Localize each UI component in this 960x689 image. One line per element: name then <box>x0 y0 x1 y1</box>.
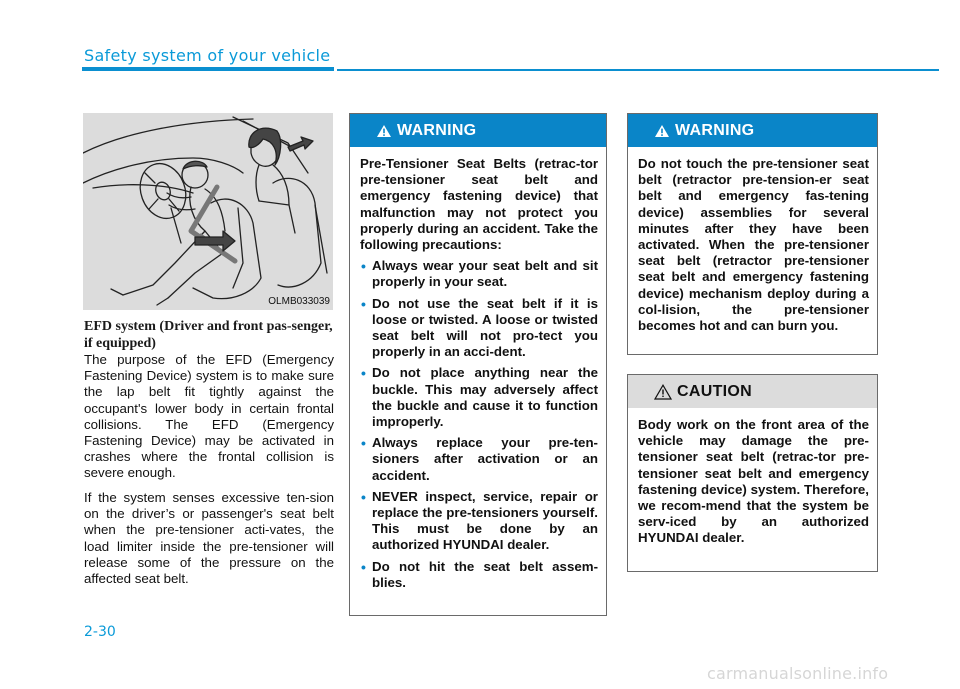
efd-illustration <box>83 113 333 310</box>
warning-intro-text: Pre-Tensioner Seat Belts (retrac-tor pre-tensioner seat belt and emergency fastening device) that malfunction may not protect you properly during an accident. Take the following precautions: <box>360 156 598 253</box>
caution-header <box>628 375 877 408</box>
watermark-text: carmanualsonline.info <box>707 664 889 683</box>
caution-triangle-icon <box>654 384 672 400</box>
warning-list-item: • Always replace your pre-ten-sioners after activation or an accident. <box>360 435 598 484</box>
warning-list-item: • Always wear your seat belt and sit properly in your seat. <box>360 258 598 290</box>
caution-box-body-work <box>627 374 878 572</box>
figure-code-label: OLMB033039 <box>268 296 330 307</box>
efd-paragraph-1: The purpose of the EFD (Emergency Fastening Device) system is to make sure the lap belt fit tightly against the occupant's lower body in certain frontal collisions. The EFD (Emergency Fastening Device) may be activated in crashes where the frontal collision is severe enough. <box>84 352 334 481</box>
car-interior-drawing <box>83 113 333 310</box>
efd-section-heading: EFD system (Driver and front pas-senger, if equipped) <box>84 319 333 351</box>
warning-label: WARNING <box>675 121 755 139</box>
warning-list-item: • Do not place anything near the buckle. This may adversely affect the buckle and cause it to function improperly. <box>360 365 598 430</box>
warning-list-item: • Do not use the seat belt if it is loose or twisted. A loose or twisted seat belt will not pro-tect you properly in an acci-dent. <box>360 296 598 361</box>
warning-triangle-icon <box>654 124 670 138</box>
efd-paragraph-2: If the system senses excessive ten-sion on the driver’s or passenger's seat belt when the pre-tensioner acti-vates, the load limiter inside the pre-tensioner will release some of the pressure on the affected seat belt. <box>84 490 334 587</box>
caution-body-text: Body work on the front area of the vehicle may damage the pre-tensioner seat belt (retrac-tor pre-tensioner seat belt and emergency fastening device) system. Therefore, we recom-mend that the system be serv-iced by an authorized HYUNDAI dealer. <box>638 417 869 546</box>
warning-box-hot-pretensioner <box>627 113 878 355</box>
header-rule-thin <box>337 69 939 71</box>
warning-list-item: • Do not hit the seat belt assem-blies. <box>360 559 598 591</box>
header-rule-thick <box>82 67 334 71</box>
page-number: 2-30 <box>84 624 116 640</box>
warning-box-pretensioner-precautions <box>349 113 607 616</box>
caution-label: CAUTION <box>677 382 752 400</box>
warning-triangle-icon <box>376 124 392 138</box>
warning-label: WARNING <box>397 121 477 139</box>
warning-list-item: • NEVER inspect, service, repair or replace the pre-tensioners yourself. This must be done by an authorized HYUNDAI dealer. <box>360 489 598 554</box>
warning-header <box>350 114 606 147</box>
warning-header <box>628 114 877 147</box>
section-header-title: Safety system of your vehicle <box>84 46 331 65</box>
warning-body-text: Do not touch the pre-tensioner seat belt (retractor pre-tension-er seat belt and emergency fas-tening device) assemblies for several minutes after they have been activated. When the pre-tensioner seat belt (retractor pre-tensioner seat belt and emergency fastening device) mechanism deploy during a col-lision, the pre-tensioner becomes hot and can burn you. <box>638 156 869 334</box>
